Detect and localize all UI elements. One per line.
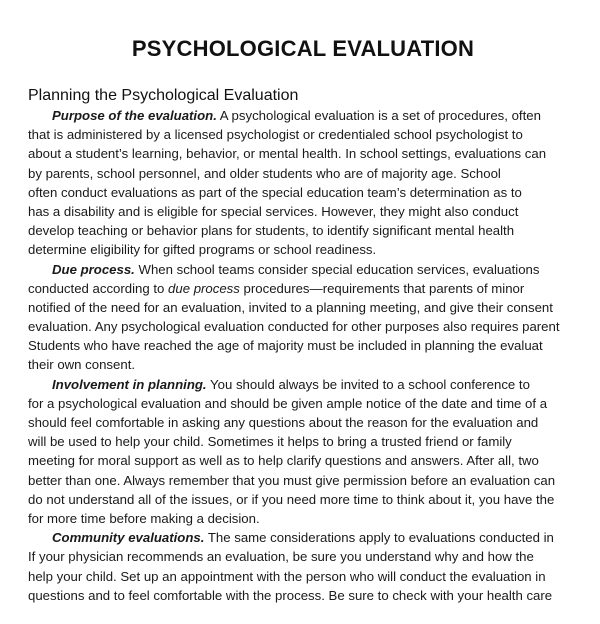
paragraph-text: You should always be invited to a school conference to	[206, 376, 530, 392]
paragraph-text: The same considerations apply to evaluations conducted in	[204, 530, 554, 546]
paragraph-line: notified of the need for an evaluation, invited to a planning meeting, and give their consent	[28, 299, 553, 315]
paragraph-line	[28, 279, 578, 298]
paragraph-text: When school teams consider special education services, evaluations	[134, 261, 540, 277]
paragraph-due-process-first-line	[28, 260, 578, 279]
paragraph-lead-involvement: Involvement in planning.	[52, 376, 207, 392]
paragraph-line: by parents, school personnel, and older students who are of majority age. School	[28, 165, 501, 181]
paragraph-line: develop teaching or behavior plans for students, to identify significant mental health	[28, 223, 515, 239]
paragraph-community-first-line	[28, 528, 578, 547]
paragraph-line: has a disability and is eligible for special services. However, they might also conduct	[28, 203, 519, 219]
paragraph-lead-community: Community evaluations.	[52, 530, 205, 546]
paragraph-line: better than one. Always remember that you must give permission before an evaluation can	[28, 472, 556, 488]
paragraph-line: for more time before making a decision.	[28, 510, 260, 526]
paragraph-text: procedures—requirements that parents of minor	[239, 280, 525, 296]
paragraph-line: should feel comfortable in asking any questions about the reason for the evaluation and	[28, 415, 539, 430]
paragraph-line: will be used to help your child. Sometimes it helps to bring a trusted friend or family	[28, 434, 512, 450]
paragraph-line: meeting for moral support as well as to help clarify questions and answers. After all, two	[28, 453, 539, 469]
paragraph-line: If your physician recommends an evaluation, be sure you understand why and how the	[28, 549, 534, 565]
paragraph-line: their own consent.	[28, 357, 136, 373]
paragraph-line: questions and to feel comfortable with the process. Be sure to check with your health care	[28, 587, 553, 603]
document-body	[28, 106, 578, 605]
paragraph-line: often conduct evaluations as part of the special education team’s determination as to	[28, 184, 522, 200]
paragraph-line: do not understand all of the issues, or if you need more time to think about it, you have the	[28, 491, 555, 507]
paragraph-involvement-first-line	[28, 375, 578, 394]
paragraph-line: Students who have reached the age of majority must be included in planning the evaluat	[28, 338, 543, 354]
paragraph-lead-purpose: Purpose of the evaluation.	[52, 108, 217, 123]
paragraph-purpose-first-line	[28, 106, 578, 125]
section-heading: Planning the Psychological Evaluation	[28, 87, 299, 104]
paragraph-text: A psychological evaluation is a set of procedures, often	[216, 108, 541, 123]
paragraph-line: for a psychological evaluation and should be given ample notice of the date and time of a	[28, 395, 548, 411]
paragraph-line: about a student’s learning, behavior, or mental health. In school settings, evaluations can	[28, 146, 547, 162]
paragraph-text: conducted according to	[28, 280, 169, 296]
paragraph-lead-due-process: Due process.	[52, 261, 135, 277]
paragraph-line: help your child. Set up an appointment with the person who will conduct the evaluation in	[28, 568, 546, 584]
emphasized-term: due process	[168, 280, 240, 296]
paragraph-line: that is administered by a licensed psychologist or credentialed school psychologist to	[28, 127, 523, 143]
paragraph-line: evaluation. Any psychological evaluation conducted for other purposes also requires parent	[28, 319, 560, 335]
paragraph-line: determine eligibility for gifted programs or school readiness.	[28, 242, 377, 258]
document-title: PSYCHOLOGICAL EVALUATION	[131, 36, 475, 61]
